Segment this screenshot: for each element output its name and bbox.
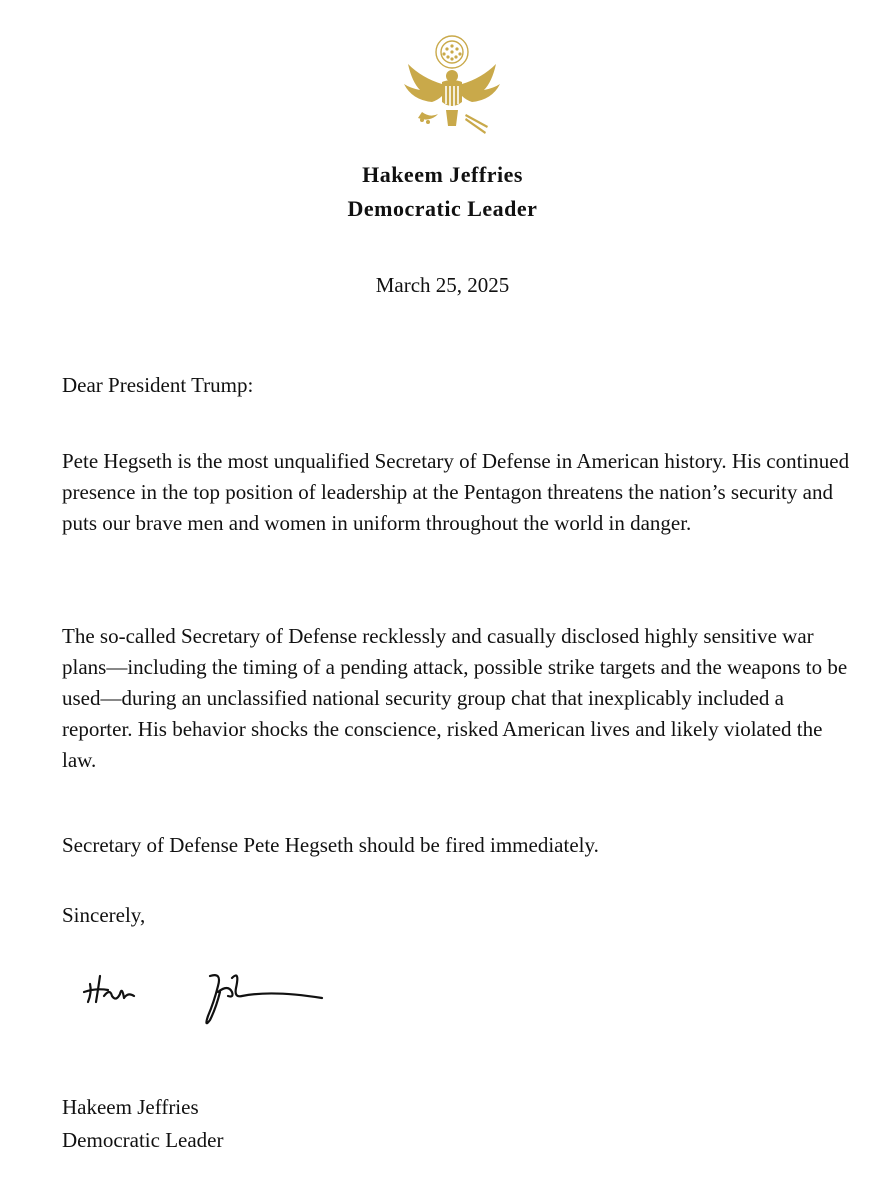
body-paragraph-1: Pete Hegseth is the most unqualified Secretary of Defense in American history. His continued presence in the top position of leadership at the Pentagon threatens the nation’s security and puts our brave men and women in uniform throughout the world in danger. xyxy=(62,449,850,535)
letterhead-name: Hakeem Jeffries xyxy=(362,162,523,187)
signatory-name: Hakeem Jeffries xyxy=(62,1095,199,1119)
signatory-title: Democratic Leader xyxy=(62,1128,224,1152)
body-paragraph-3: Secretary of Defense Pete Hegseth should be fired immediately. xyxy=(62,833,599,857)
closing: Sincerely, xyxy=(62,903,146,927)
salutation: Dear President Trump: xyxy=(62,373,254,397)
letterhead-title: Democratic Leader xyxy=(347,196,538,221)
handwritten-signature xyxy=(82,962,332,1032)
great-seal-eagle-icon xyxy=(392,30,512,150)
body-paragraph-2: The so-called Secretary of Defense recklessly and casually disclosed highly sensitive war plans—including the timing of a pending attack, possible strike targets and the weapons to be used—during an unclassified national security group chat that inexplicably included a reporter. His behavior shocks the conscience, risked American lives and likely violated the law. xyxy=(62,624,848,772)
letter-date: March 25, 2025 xyxy=(375,273,510,297)
